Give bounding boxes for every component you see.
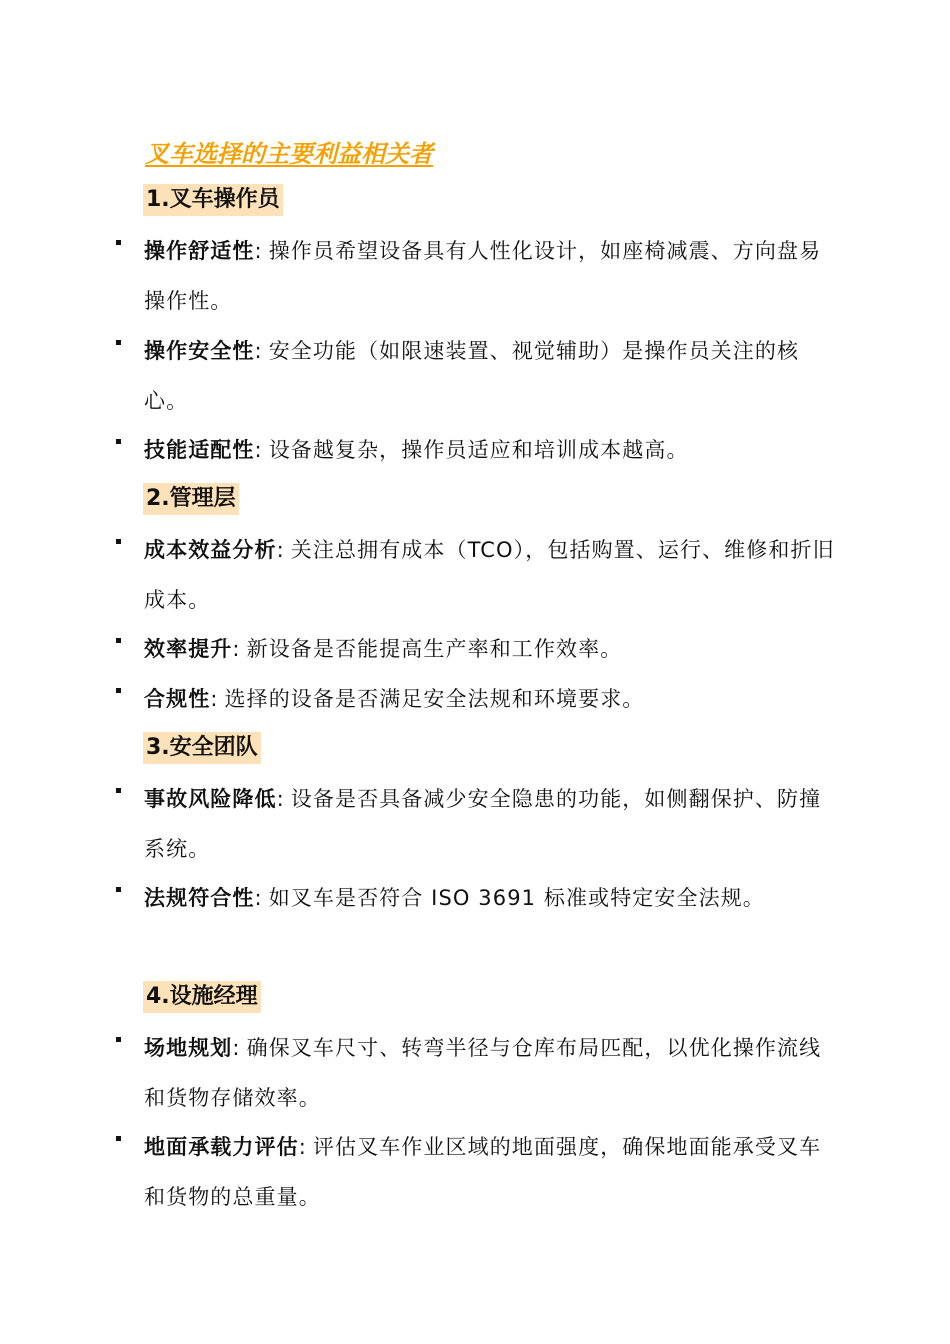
bullet-icon [116,788,121,793]
bullet-icon [116,539,121,544]
item-label: 操作安全性 [144,339,255,363]
list-item-text [144,1023,836,1123]
item-label: 场地规划 [144,1036,233,1060]
list-item [116,326,836,426]
item-description: 确保叉车尺寸、转弯半径与仓库布局匹配，以优化操作流线和货物存储效率。 [144,1036,822,1110]
bullet-icon [116,1136,121,1141]
item-separator: : [232,1036,241,1060]
section-heading-safety-team: 3.安全团队 [143,732,261,764]
item-label: 合规性 [144,687,211,711]
item-separator: : [232,637,241,661]
bullet-icon [116,887,121,892]
list-item [116,624,836,674]
bullet-icon [116,638,121,643]
item-description: 操作员希望设备具有人性化设计，如座椅减震、方向盘易操作性。 [144,239,822,313]
item-label: 成本效益分析 [144,538,277,562]
item-description: 新设备是否能提高生产率和工作效率。 [246,637,623,661]
bullet-icon [116,439,121,444]
item-separator: : [254,339,263,363]
list-item-text [144,1122,836,1222]
item-separator: : [276,538,285,562]
item-description: 设备越复杂，操作员适应和培训成本越高。 [268,438,689,462]
list-item-text [144,873,836,923]
item-separator: : [254,886,263,910]
list-item [116,774,836,874]
item-label: 操作舒适性 [144,239,255,263]
list-item [116,525,836,625]
list-item-text [144,624,836,674]
section-heading-management: 2.管理层 [143,483,239,515]
item-label: 法规符合性 [144,886,255,910]
item-description: 选择的设备是否满足安全法规和环境要求。 [224,687,645,711]
list-item [116,873,836,923]
list-item [116,1023,836,1123]
item-description: 关注总拥有成本（TCO），包括购置、运行、维修和折旧成本。 [144,538,835,612]
item-label: 效率提升 [144,637,233,661]
bullet-icon [116,340,121,345]
document-title: 叉车选择的主要利益相关者 [145,140,433,168]
item-separator: : [276,787,285,811]
list-item [116,226,836,326]
bullet-icon [116,688,121,693]
list-item [116,425,836,475]
list-item-text [144,525,836,625]
item-separator: : [254,239,263,263]
item-separator: : [298,1135,307,1159]
section-heading-operators: 1.叉车操作员 [143,184,283,216]
list-item-text [144,425,836,475]
item-description: 安全功能（如限速装置、视觉辅助）是操作员关注的核心。 [144,339,800,413]
item-label: 地面承载力评估 [144,1135,299,1159]
item-label: 技能适配性 [144,438,255,462]
item-separator: : [210,687,219,711]
list-item-text [144,774,836,874]
list-item [116,1122,836,1222]
list-item-text [144,226,836,326]
section-heading-facility-manager: 4.设施经理 [143,981,261,1013]
item-description: 如叉车是否符合 ISO 3691 标准或特定安全法规。 [268,886,765,910]
item-label: 事故风险降低 [144,787,277,811]
item-description: 评估叉车作业区域的地面强度，确保地面能承受叉车和货物的总重量。 [144,1135,822,1209]
bullet-icon [116,1037,121,1042]
bullet-icon [116,240,121,245]
item-separator: : [254,438,263,462]
list-item [116,674,836,724]
item-description: 设备是否具备减少安全隐患的功能，如侧翻保护、防撞系统。 [144,787,822,861]
list-item-text [144,674,836,724]
list-item-text [144,326,836,426]
